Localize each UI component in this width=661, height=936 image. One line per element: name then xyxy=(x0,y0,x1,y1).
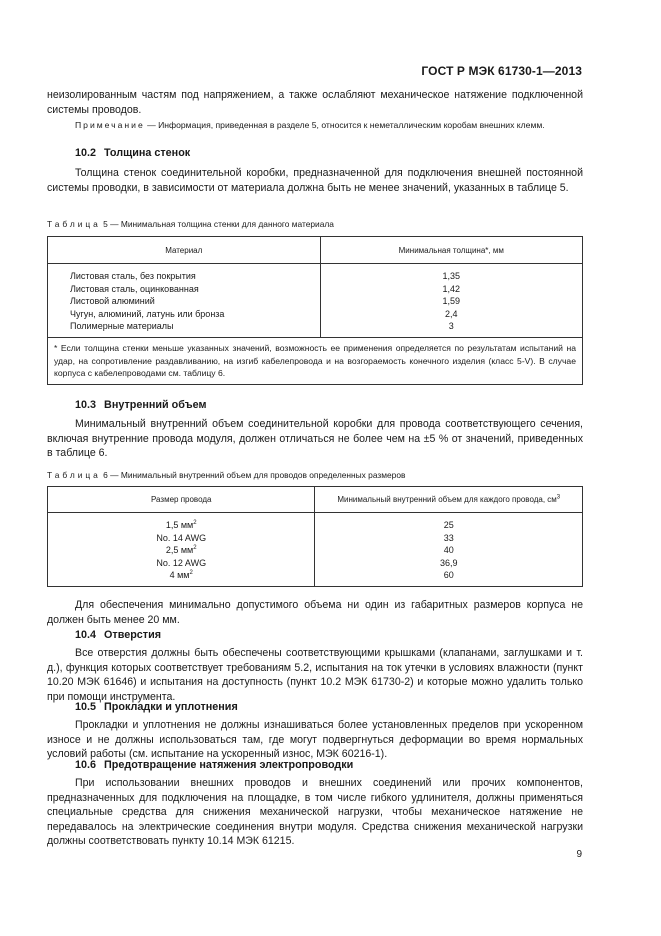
section-10-2-text: Толщина стенок соединительной коробки, предназначенной для подключения внешней постоянной системы проводки, в зависимости от материала должна быть не менее значений, указанных в таблице 5. xyxy=(47,167,583,194)
table-row-value: 40 xyxy=(315,544,583,557)
table-row-value: 2,4 xyxy=(320,308,582,321)
intro-paragraph: неизолированным частям под напряжением, а также ослабляют механическое натяжение подключенной системы проводов. xyxy=(47,89,583,116)
page-number: 9 xyxy=(576,849,582,860)
section-10-6-heading: 10.6 Предотвращение натяжения электропроводки xyxy=(75,759,354,771)
table-row-size: 2,5 $мм^2$ xyxy=(48,544,315,557)
table-5 xyxy=(47,236,583,385)
table-5-footnote: * Если толщина стенки меньше указанных значений, возможность ее применения определяется по результатам испытаний на удар, на сопротивление раздавливанию, на изгиб кабелепровода и на возгораемость конечного изделия (класс 5-V). В случае корпуса с кабелепроводами см. таблицу 6. xyxy=(48,337,583,384)
table-row-size: No. 12 AWG xyxy=(48,557,315,570)
section-10-4-heading: 10.4 Отверстия xyxy=(75,629,162,641)
table-row-material: Полимерные материалы xyxy=(48,320,321,337)
table-row-material: Чугун, алюминий, латунь или бронза xyxy=(48,308,321,321)
section-10-3-text: Минимальный внутренний объем соединительной коробки для провода соответствующего сечения, включая внутренние провода модуля, должен отличаться не более чем на ±5 % от значений, приведенных в таблице 6. xyxy=(47,418,583,460)
table-row-value: 1,35 xyxy=(320,264,582,283)
section-10-2-heading: 10.2 Толщина стенок xyxy=(75,147,191,159)
table-row-value: 25 xyxy=(315,513,583,532)
note-text: — Информация, приведенная в разделе 5, относится к неметаллическим коробам внешних клемм. xyxy=(144,120,545,130)
table-5-header-thickness: Минимальная толщина*, мм xyxy=(320,237,582,264)
after-table-6-text: Для обеспечения минимально допустимого объема ни один из габаритных размеров корпуса не должен быть менее 20 мм. xyxy=(47,599,583,626)
table-6-header-volume: Минимальный внутренний объем для каждого провода, $см^3$ xyxy=(315,487,583,513)
table-row-value: 36,9 xyxy=(315,557,583,570)
section-10-6-text: При использовании внешних проводов и внешних соединений или прочих компонентов, предназначенных для подключения на площадке, в том числе гибкого удлинителя, должны применяться специальные средства для снижения механической нагрузки, чтобы механическое натяжение не передавалось на электрические соединения внутри модуля. Средства снижения механической нагрузки должны соответствовать пункту 10.14 МЭК 61215. xyxy=(47,777,583,848)
table-row-material: Листовой алюминий xyxy=(48,295,321,308)
table-5-header-material: Материал xyxy=(48,237,321,264)
table-row-size: 4 $мм^2$ xyxy=(48,569,315,586)
table-row-value: 60 xyxy=(315,569,583,586)
section-10-5-text: Прокладки и уплотнения не должны изнашиваться более установленных пределов при ускоренном износе и не должны использоваться там, где могут подвергнуться деформации во время нормальных условий работы (см. испытание на ускоренный износ, МЭК 60216-1). xyxy=(47,719,583,761)
table-row-value: 1,42 xyxy=(320,283,582,296)
section-10-3-heading: 10.3 Внутренний объем xyxy=(75,399,207,411)
note-label: Примечание xyxy=(75,120,145,130)
table-row-value: 3 xyxy=(320,320,582,337)
table-row-size: 1,5 $мм^2$ xyxy=(48,513,315,532)
document-header: ГОСТ Р МЭК 61730-1—2013 xyxy=(421,64,582,78)
table-6-caption: Таблица 6 — Минимальный внутренний объем для проводов определенных размеров xyxy=(47,470,406,480)
table-row-value: 33 xyxy=(315,532,583,545)
table-6 xyxy=(47,486,583,587)
section-10-5-heading: 10.5 Прокладки и уплотнения xyxy=(75,701,238,713)
table-6-header-size: Размер провода xyxy=(48,487,315,513)
table-row-material: Листовая сталь, без покрытия xyxy=(48,264,321,283)
note-paragraph xyxy=(47,119,583,131)
section-10-4-text: Все отверстия должны быть обеспечены соответствующими крышками (клапанами, заглушками и т. д.), функция которых соответствует требованиям 5.2, испытания на ток утечки в условиях влажности (пункт 10.20 МЭК 61646) и испытания на доступность (пункт 10.2 МЭК 61730-2) и которые можно удалить только при помощи инструмента. xyxy=(47,647,583,703)
table-row-material: Листовая сталь, оцинкованная xyxy=(48,283,321,296)
table-5-caption: Таблица 5 — Минимальная толщина стенки для данного материала xyxy=(47,219,334,229)
table-row-size: No. 14 AWG xyxy=(48,532,315,545)
table-row-value: 1,59 xyxy=(320,295,582,308)
